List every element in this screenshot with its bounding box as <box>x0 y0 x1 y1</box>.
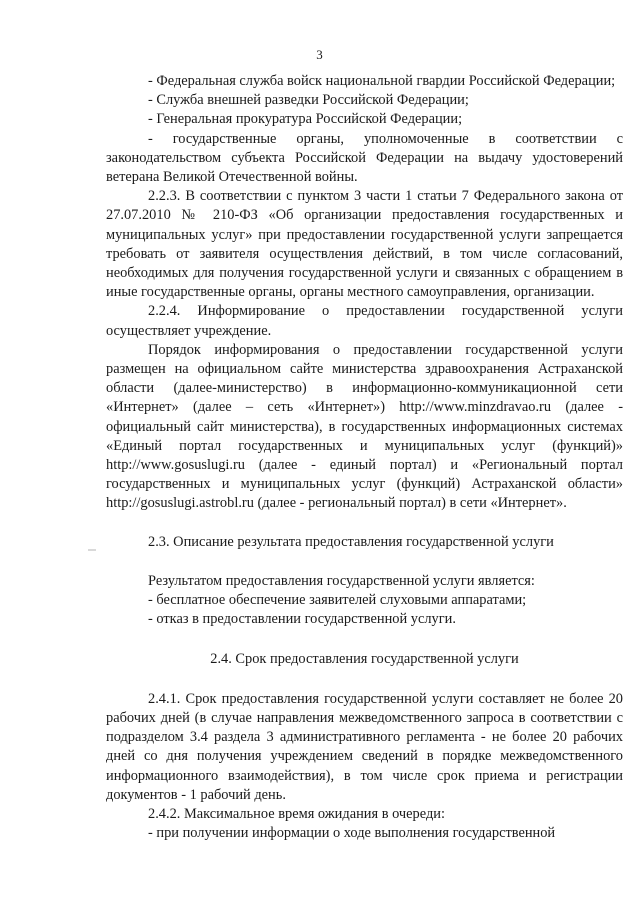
result-item: - бесплатное обеспечение заявителей слуховыми аппаратами; <box>148 592 527 609</box>
document-body <box>106 72 623 843</box>
paragraph-2-2-3: 2.2.3. В соответствии с пунктом 3 части 1 статьи 7 Федерального закона от 27.07.2010 № 210-ФЗ «Об организации предоставления государственных и муниципальных услуг» при предоставлении государственной услуги запрещается требовать от заявителя осуществления действий, в том числе согласований, необходимых для получения государственной услуги и связанных с обращением в иные государственные органы, органы местного самоуправления, организации. <box>106 188 623 301</box>
list-item: - государственные органы, уполномоченные в соответствии с законодательством субъекта Российской Федерации на выдачу удостоверений ветерана Великой Отечественной войны. <box>106 130 623 186</box>
page-number: 3 <box>316 47 323 62</box>
paragraph-informing-order: Порядок информирования о предоставлении государственной услуги размещен на официальном сайте министерства здравоохранения Астраханской области (далее-министерство) в информационно-коммуникационной сети «Интернет» (далее – сеть «Интернет») http://www.minzdravao.ru (далее - официальный сайт министерства), в государственных информационных системах «Единый портал государственных и муниципальных услуг (функций)» http://www.gosuslugi.ru (далее - единый портал) и «Региональный портал государственных и муниципальных услуг (функций) Астраханской области» http://gosuslugi.astrobl.ru (далее - региональный портал) в сети «Интернет». <box>106 341 623 512</box>
paragraph-2-4-2: 2.4.2. Максимальное время ожидания в очереди: <box>148 805 445 822</box>
paragraph-2-2-4: 2.2.4. Информирование о предоставлении государственной услуги осуществляет учреждение. <box>106 303 623 339</box>
list-item: - Федеральная служба войск национальной гвардии Российской Федерации; <box>148 73 616 89</box>
list-item: - при получении информации о ходе выполнения государственной <box>148 825 556 842</box>
list-item: - Служба внешней разведки Российской Федерации; <box>148 92 469 109</box>
section-2-3-heading: 2.3. Описание результата предоставления государственной услуги <box>148 533 554 550</box>
scan-mark <box>88 549 96 551</box>
result-intro: Результатом предоставления государственной услуги является: <box>148 572 535 589</box>
list-item: - Генеральная прокуратура Российской Федерации; <box>148 111 463 128</box>
result-item: - отказ в предоставлении государственной услуги. <box>148 611 456 628</box>
section-2-4-heading: 2.4. Срок предоставления государственной услуги <box>210 651 519 668</box>
paragraph-2-4-1: 2.4.1. Срок предоставления государственной услуги составляет не более 20 рабочих дней (в случае направления межведомственного запроса в соответствии с подразделом 3.4 раздела 3 административного регламента - не более 20 рабочих дней со дня получения учреждением сведений в порядке межведомственного информационного взаимодействия), в том числе срок приема и регистрации документов - 1 рабочий день. <box>106 690 623 803</box>
